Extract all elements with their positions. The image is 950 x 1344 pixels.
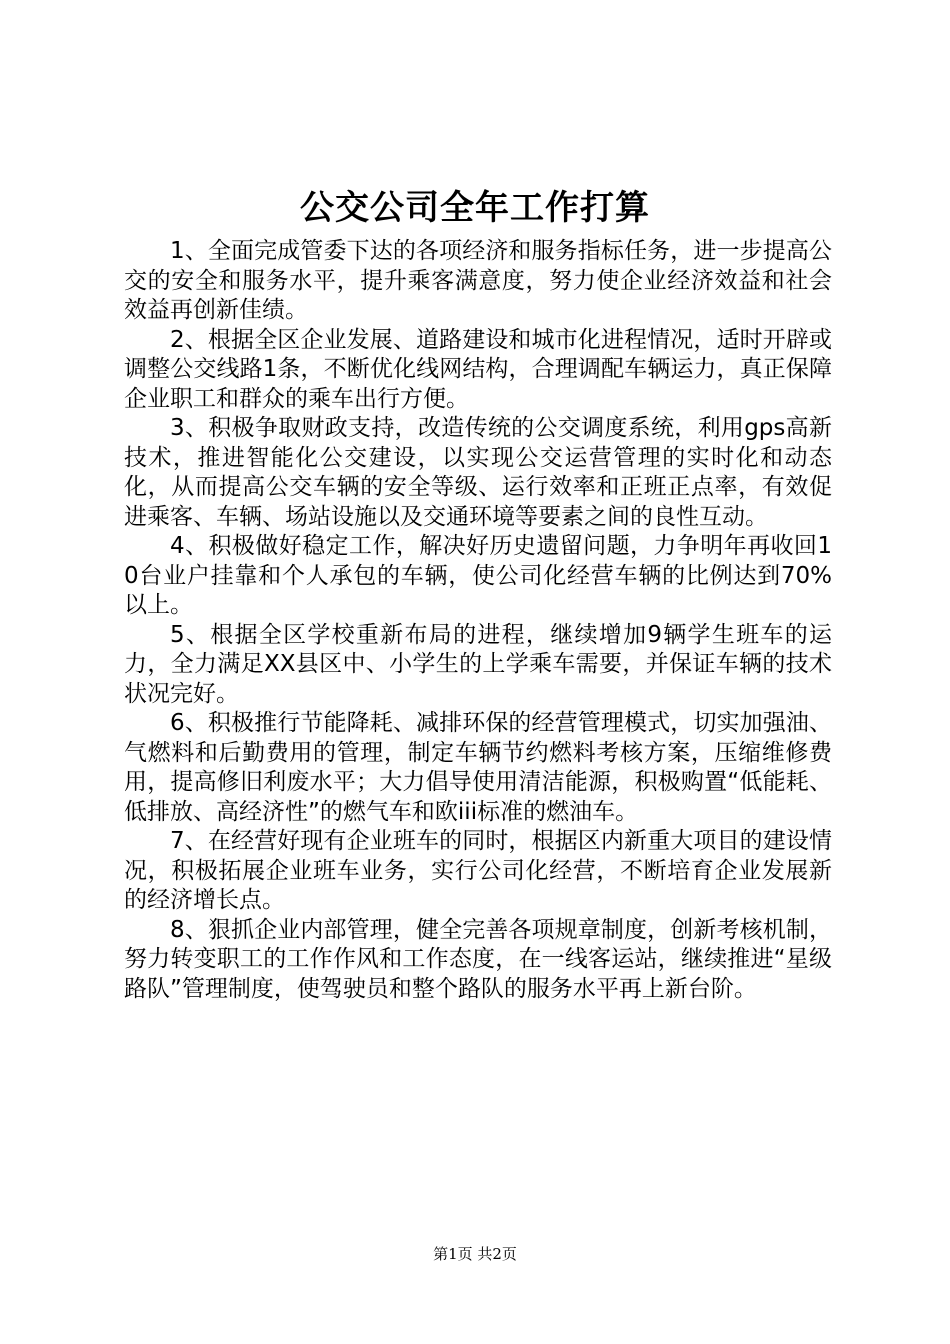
paragraph-7: 7、在经营好现有企业班车的同时，根据区内新重大项目的建设情况，积极拓展企业班车业务，实行公司化经营，不断培育企业发展新的经济增长点。 — [124, 828, 832, 913]
paragraph-2: 2、根据全区企业发展、道路建设和城市化进程情况，适时开辟或调整公交线路1条，不断优化线网结构，合理调配车辆运力，真正保障企业职工和群众的乘车出行方便。 — [124, 326, 832, 412]
paragraph-4: 4、积极做好稳定工作，解决好历史遗留问题，力争明年再收回10台业户挂靠和个人承包的车辆，使公司化经营车辆的比例达到70%以上。 — [124, 533, 832, 618]
paragraph-5: 5、根据全区学校重新布局的进程，继续增加9辆学生班车的运力，全力满足XX县区中、小学生的上学乘车需要，并保证车辆的技术状况完好。 — [124, 621, 832, 707]
document-body — [124, 237, 832, 1004]
document-title: 公交公司全年工作打算 — [300, 188, 650, 228]
paragraph-6: 6、积极推行节能降耗、减排环保的经营管理模式，切实加强油、气燃料和后勤费用的管理，制定车辆节约燃料考核方案，压缩维修费用，提高修旧利废水平；大力倡导使用清洁能源，积极购置“低能耗、低排放、高经济性”的燃气车和欧iii标准的燃油车。 — [124, 710, 832, 825]
page-number-footer: 第1页 共2页 — [433, 1245, 517, 1263]
paragraph-3: 3、积极争取财政支持，改造传统的公交调度系统，利用gps高新技术，推进智能化公交建设，以实现公交运营管理的实时化和动态化，从而提高公交车辆的安全等级、运行效率和正班正点率，有效促进乘客、车辆、场站设施以及交通环境等要素之间的良性互动。 — [124, 415, 832, 530]
paragraph-8: 8、狠抓企业内部管理，健全完善各项规章制度，创新考核机制，努力转变职工的工作作风和工作态度，在一线客运站，继续推进“星级路队”管理制度，使驾驶员和整个路队的服务水平再上新台阶。 — [124, 916, 832, 1002]
paragraph-1: 1、全面完成管委下达的各项经济和服务指标任务，进一步提高公交的安全和服务水平，提升乘客满意度，努力使企业经济效益和社会效益再创新佳绩。 — [124, 238, 832, 323]
